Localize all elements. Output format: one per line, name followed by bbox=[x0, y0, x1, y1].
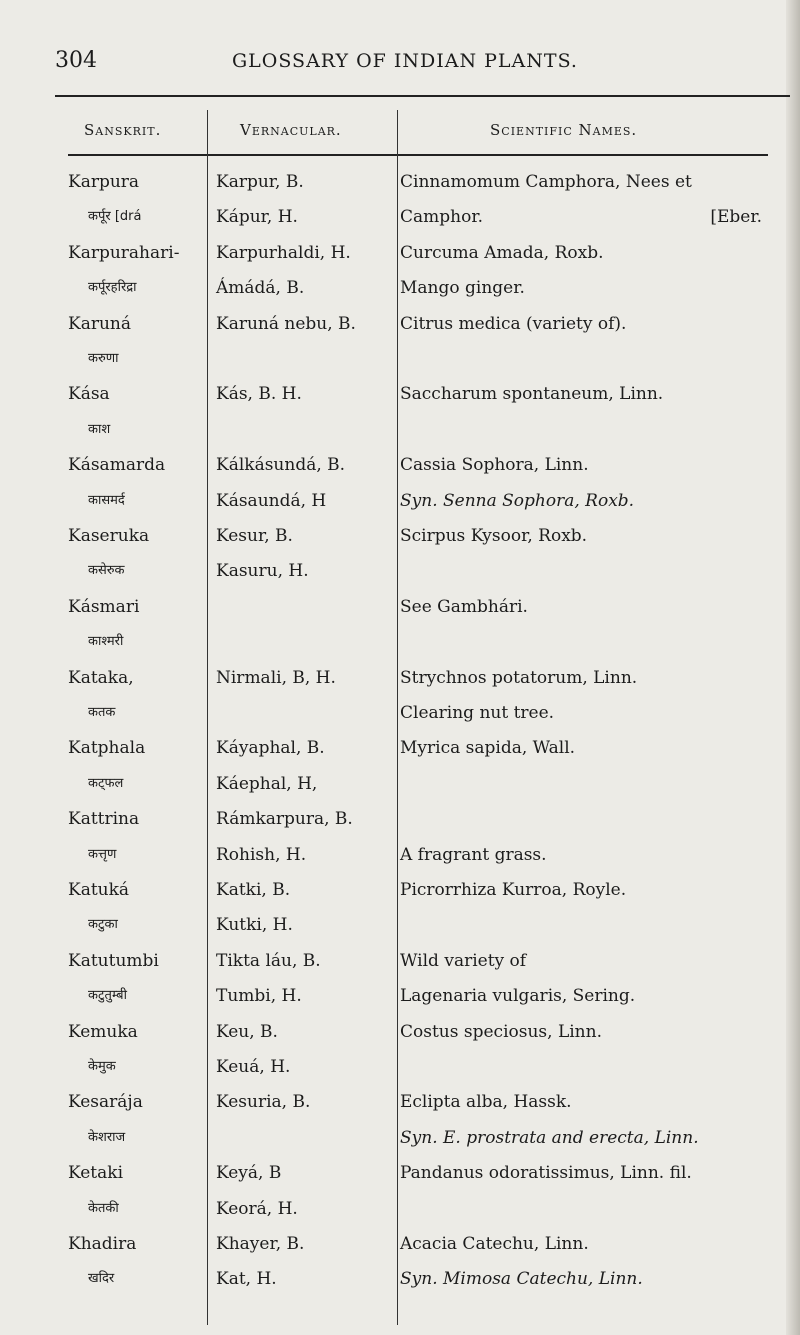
vernacular-cell: Ámádá, B. bbox=[216, 278, 305, 298]
sanskrit-cell: Kesarája bbox=[68, 1092, 143, 1112]
scientific-cell: Clearing nut tree. bbox=[400, 703, 555, 723]
scientific-cell: Mango ginger. bbox=[400, 278, 525, 298]
vernacular-cell: Karpur, B. bbox=[216, 172, 304, 192]
vernacular-cell: Tumbi, H. bbox=[216, 986, 302, 1006]
sanskrit-cell: Kaseruka bbox=[68, 526, 150, 546]
vernacular-cell: Kálkásundá, B. bbox=[216, 455, 346, 475]
sanskrit-cell: Karpura bbox=[68, 172, 140, 192]
scientific-cell: Camphor. bbox=[400, 207, 483, 227]
column-header-scientific: Scientific Names. bbox=[490, 121, 638, 139]
vernacular-cell: Keu, B. bbox=[216, 1022, 278, 1042]
page-edge-shadow bbox=[786, 0, 800, 1335]
sanskrit-cell: कसेरुक bbox=[88, 563, 125, 578]
vernacular-cell: Nirmali, B, H. bbox=[216, 668, 336, 688]
vernacular-cell: Keorá, H. bbox=[216, 1199, 298, 1219]
scientific-cell: Picrorrhiza Kurroa, Royle. bbox=[400, 880, 627, 900]
vernacular-cell: Karpurhaldi, H. bbox=[216, 243, 351, 263]
page-header bbox=[0, 48, 800, 88]
scientific-cell: Saccharum spontaneum, Linn. bbox=[400, 384, 664, 404]
sanskrit-cell: काश्मरी bbox=[88, 634, 124, 649]
sanskrit-cell: Karuná bbox=[68, 314, 131, 334]
header-rule bbox=[55, 95, 790, 97]
vernacular-cell: Karuná nebu, B. bbox=[216, 314, 356, 334]
vernacular-cell: Keyá, B bbox=[216, 1163, 282, 1183]
sanskrit-cell: केमुक bbox=[88, 1059, 116, 1074]
sanskrit-cell: खदिर bbox=[88, 1271, 115, 1286]
scientific-cell: Costus speciosus, Linn. bbox=[400, 1022, 602, 1042]
scientific-cell: Lagenaria vulgaris, Sering. bbox=[400, 986, 636, 1006]
sanskrit-cell: कट्फल bbox=[88, 776, 124, 791]
sanskrit-cell: कटुका bbox=[88, 917, 118, 932]
scientific-cell-continuation: [Eber. bbox=[710, 207, 762, 227]
sanskrit-cell: काश bbox=[88, 422, 111, 437]
scientific-cell: Myrica sapida, Wall. bbox=[400, 738, 576, 758]
sanskrit-cell: Kataka, bbox=[68, 668, 134, 688]
page-number: 304 bbox=[55, 48, 97, 73]
vernacular-cell: Khayer, B. bbox=[216, 1234, 305, 1254]
scientific-cell: Scirpus Kysoor, Roxb. bbox=[400, 526, 588, 546]
sanskrit-cell: कतक bbox=[88, 705, 116, 720]
vernacular-cell: Kápur, H. bbox=[216, 207, 298, 227]
column-header-vernacular: Vernacular. bbox=[240, 121, 342, 139]
scientific-cell: Curcuma Amada, Roxb. bbox=[400, 243, 604, 263]
sanskrit-cell: Katphala bbox=[68, 738, 146, 758]
scientific-cell: Cinnamomum Camphora, Nees et bbox=[400, 172, 692, 192]
sanskrit-cell: केतकी bbox=[88, 1201, 119, 1216]
sanskrit-cell: Karpurahari- bbox=[68, 243, 180, 263]
column-divider-1 bbox=[207, 110, 208, 1325]
column-divider-2 bbox=[397, 110, 398, 1325]
sanskrit-cell: कत्तृण bbox=[88, 847, 117, 862]
column-header-sanskrit: Sanskrit. bbox=[84, 121, 162, 139]
vernacular-cell: Kesuria, B. bbox=[216, 1092, 311, 1112]
scientific-cell: Strychnos potatorum, Linn. bbox=[400, 668, 638, 688]
scientific-cell: Eclipta alba, Hassk. bbox=[400, 1092, 572, 1112]
vernacular-cell: Kásaundá, H bbox=[216, 491, 327, 511]
vernacular-cell: Kasuru, H. bbox=[216, 561, 309, 581]
sanskrit-cell: कासमर्द bbox=[88, 493, 125, 508]
vernacular-cell: Kesur, B. bbox=[216, 526, 293, 546]
scientific-cell: Citrus medica (variety of). bbox=[400, 314, 627, 334]
scientific-cell: Syn. Senna Sophora, Roxb. bbox=[400, 491, 635, 511]
vernacular-cell: Tikta láu, B. bbox=[216, 951, 321, 971]
sanskrit-cell: कटुतुम्बी bbox=[88, 988, 127, 1003]
vernacular-cell: Rohish, H. bbox=[216, 845, 307, 865]
scientific-cell: Acacia Catechu, Linn. bbox=[400, 1234, 589, 1254]
scientific-cell: Cassia Sophora, Linn. bbox=[400, 455, 589, 475]
sanskrit-cell: कर्पूरहरिद्रा bbox=[88, 280, 137, 295]
scientific-cell: Pandanus odoratissimus, Linn. fil. bbox=[400, 1163, 692, 1183]
sanskrit-cell: Katutumbi bbox=[68, 951, 159, 971]
sanskrit-cell: Kásamarda bbox=[68, 455, 166, 475]
sanskrit-cell: करुणा bbox=[88, 351, 119, 366]
sanskrit-cell: Kása bbox=[68, 384, 110, 404]
scientific-cell: Syn. E. prostrata and erecta, Linn. bbox=[400, 1128, 699, 1148]
vernacular-cell: Kás, B. H. bbox=[216, 384, 302, 404]
vernacular-cell: Káephal, H, bbox=[216, 774, 318, 794]
scientific-cell: Wild variety of bbox=[400, 951, 527, 971]
vernacular-cell: Kutki, H. bbox=[216, 915, 293, 935]
vernacular-cell: Rámkarpura, B. bbox=[216, 809, 353, 829]
scientific-cell: See Gambhári. bbox=[400, 597, 528, 617]
sanskrit-cell: Kattrina bbox=[68, 809, 140, 829]
sanskrit-cell: कर्पूर [drá bbox=[88, 209, 142, 224]
vernacular-cell: Keuá, H. bbox=[216, 1057, 291, 1077]
sanskrit-cell: Katuká bbox=[68, 880, 130, 900]
vernacular-cell: Katki, B. bbox=[216, 880, 291, 900]
sanskrit-cell: केशराज bbox=[88, 1130, 126, 1145]
sanskrit-cell: Khadira bbox=[68, 1234, 137, 1254]
sanskrit-cell: Kemuka bbox=[68, 1022, 138, 1042]
vernacular-cell: Káyaphal, B. bbox=[216, 738, 325, 758]
vernacular-cell: Kat, H. bbox=[216, 1269, 277, 1289]
column-header-rule bbox=[68, 154, 768, 156]
sanskrit-cell: Kásmari bbox=[68, 597, 140, 617]
scientific-cell: A fragrant grass. bbox=[400, 845, 547, 865]
running-title: GLOSSARY OF INDIAN PLANTS. bbox=[232, 50, 578, 72]
scientific-cell: Syn. Mimosa Catechu, Linn. bbox=[400, 1269, 643, 1289]
sanskrit-cell: Ketaki bbox=[68, 1163, 124, 1183]
